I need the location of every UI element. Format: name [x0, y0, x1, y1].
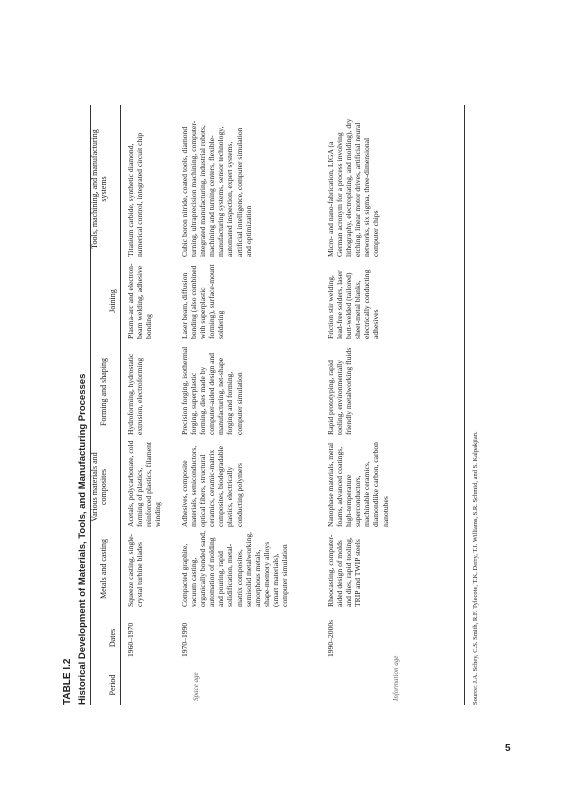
row3-dates: 1990–2000s	[326, 619, 335, 657]
rotated-table	[62, 105, 482, 705]
table-label: TABLE I.2	[62, 658, 73, 705]
row2-metals: Compacted graphite, vacuum casting, organically bonded sand, automation of molding and pouring, rapid solidification, metal-matrix composites, semisolid metalworking, amorphous metals, shape-memory alloys (smart materials), computer simulation	[180, 531, 290, 607]
row2-dates: 1970–1990	[180, 622, 189, 657]
header-materials: Various materials and composites	[90, 452, 108, 522]
row2-materials: Adhesives, composite materials, semiconductors, optical fibers, structural ceramics, ceramic-matrix composites, biodegradable plastics, electrically conducting polymers	[180, 445, 244, 527]
row1-forming: Hydroforming, hydrostatic extrusion, electroforming	[126, 353, 145, 435]
row1-tools: Titanium carbide, synthetic diamond, numerical control, integrated circuit chip	[126, 132, 145, 257]
row3-materials: Nanophase materials, metal foams, advanced coatings, high-temperature superconductors, machinable ceramics, diamondlike carbon, carbon nanotubes	[326, 442, 390, 527]
row2-joining: Laser beam, diffusion bonding (also combined with superplastic forming), surface-mount soldering	[180, 264, 226, 339]
row3-tools: Micro- and nano-fabrication, LIGA (a German acronym for a process involving lithography, electroplating, and molding), dry etching, linear motor drives, artificial neural networks, six sigma, three-dimensional computer chips	[326, 118, 381, 257]
header-period: Period	[108, 674, 117, 696]
row2-forming: Precision forging, isothermal forging, superplastic forming, dies made by computer-aided design and manufacturing, net-shape forging and forming, computer simulation	[180, 346, 244, 435]
row1-joining: Plasma-arc and electron-beam welding, adhesive bonding	[126, 263, 154, 339]
row3-metals: Rheocasting, computer-aided design of molds and dies, rapid tooling, TRIP and TWIP steels	[326, 534, 363, 607]
row1-materials: Acetals, polycarbonate, cold forming of plastics, reinforced plastics, filament winding	[126, 440, 163, 527]
header-rule	[120, 105, 121, 705]
row2-tools: Cubic boron nitride, coated tools, diamond turning, ultraprecision machining, computer-integrated manufacturing, industrial robots, machining and turning centers, flexible-manufacturing systems, sensor technology, automated inspection, expert systems, artificial intelligence, computer simulation and optimization	[180, 120, 253, 257]
row1-dates: 1960–1970	[126, 622, 135, 657]
row3-forming: Rapid prototyping, rapid tooling, environmentally friendly metalworking fluids	[326, 347, 354, 435]
page-number: 5	[505, 743, 511, 754]
row1-metals: Squeeze casting, single-crystal turbine blades	[126, 533, 145, 607]
row3-joining: Friction stir welding, lead-free solders, laser butt-welded (tailored) sheet-metal blanks, electrically conducting adhesives	[326, 269, 381, 339]
bottom-rule	[464, 105, 465, 705]
header-joining: Joining	[108, 289, 117, 313]
period-space-age: Space age	[192, 672, 200, 701]
header-dates: Dates	[108, 628, 117, 648]
header-tools: Tools, machining, and manufacturing systems	[90, 129, 108, 249]
header-metals: Metals and casting	[99, 539, 108, 599]
header-forming: Forming and shaping	[99, 358, 108, 426]
table-caption: Historical Development of Materials, Tools, and Manufacturing Processes	[77, 373, 88, 705]
period-information-age: Information age	[392, 655, 400, 701]
source-note: Source: J.A. Schey, C.S. Smith, R.F. Tylecote, T.K. Derry, T.I. Williams, S.R. Schmid, and S. Kalpakjian.	[472, 431, 479, 705]
